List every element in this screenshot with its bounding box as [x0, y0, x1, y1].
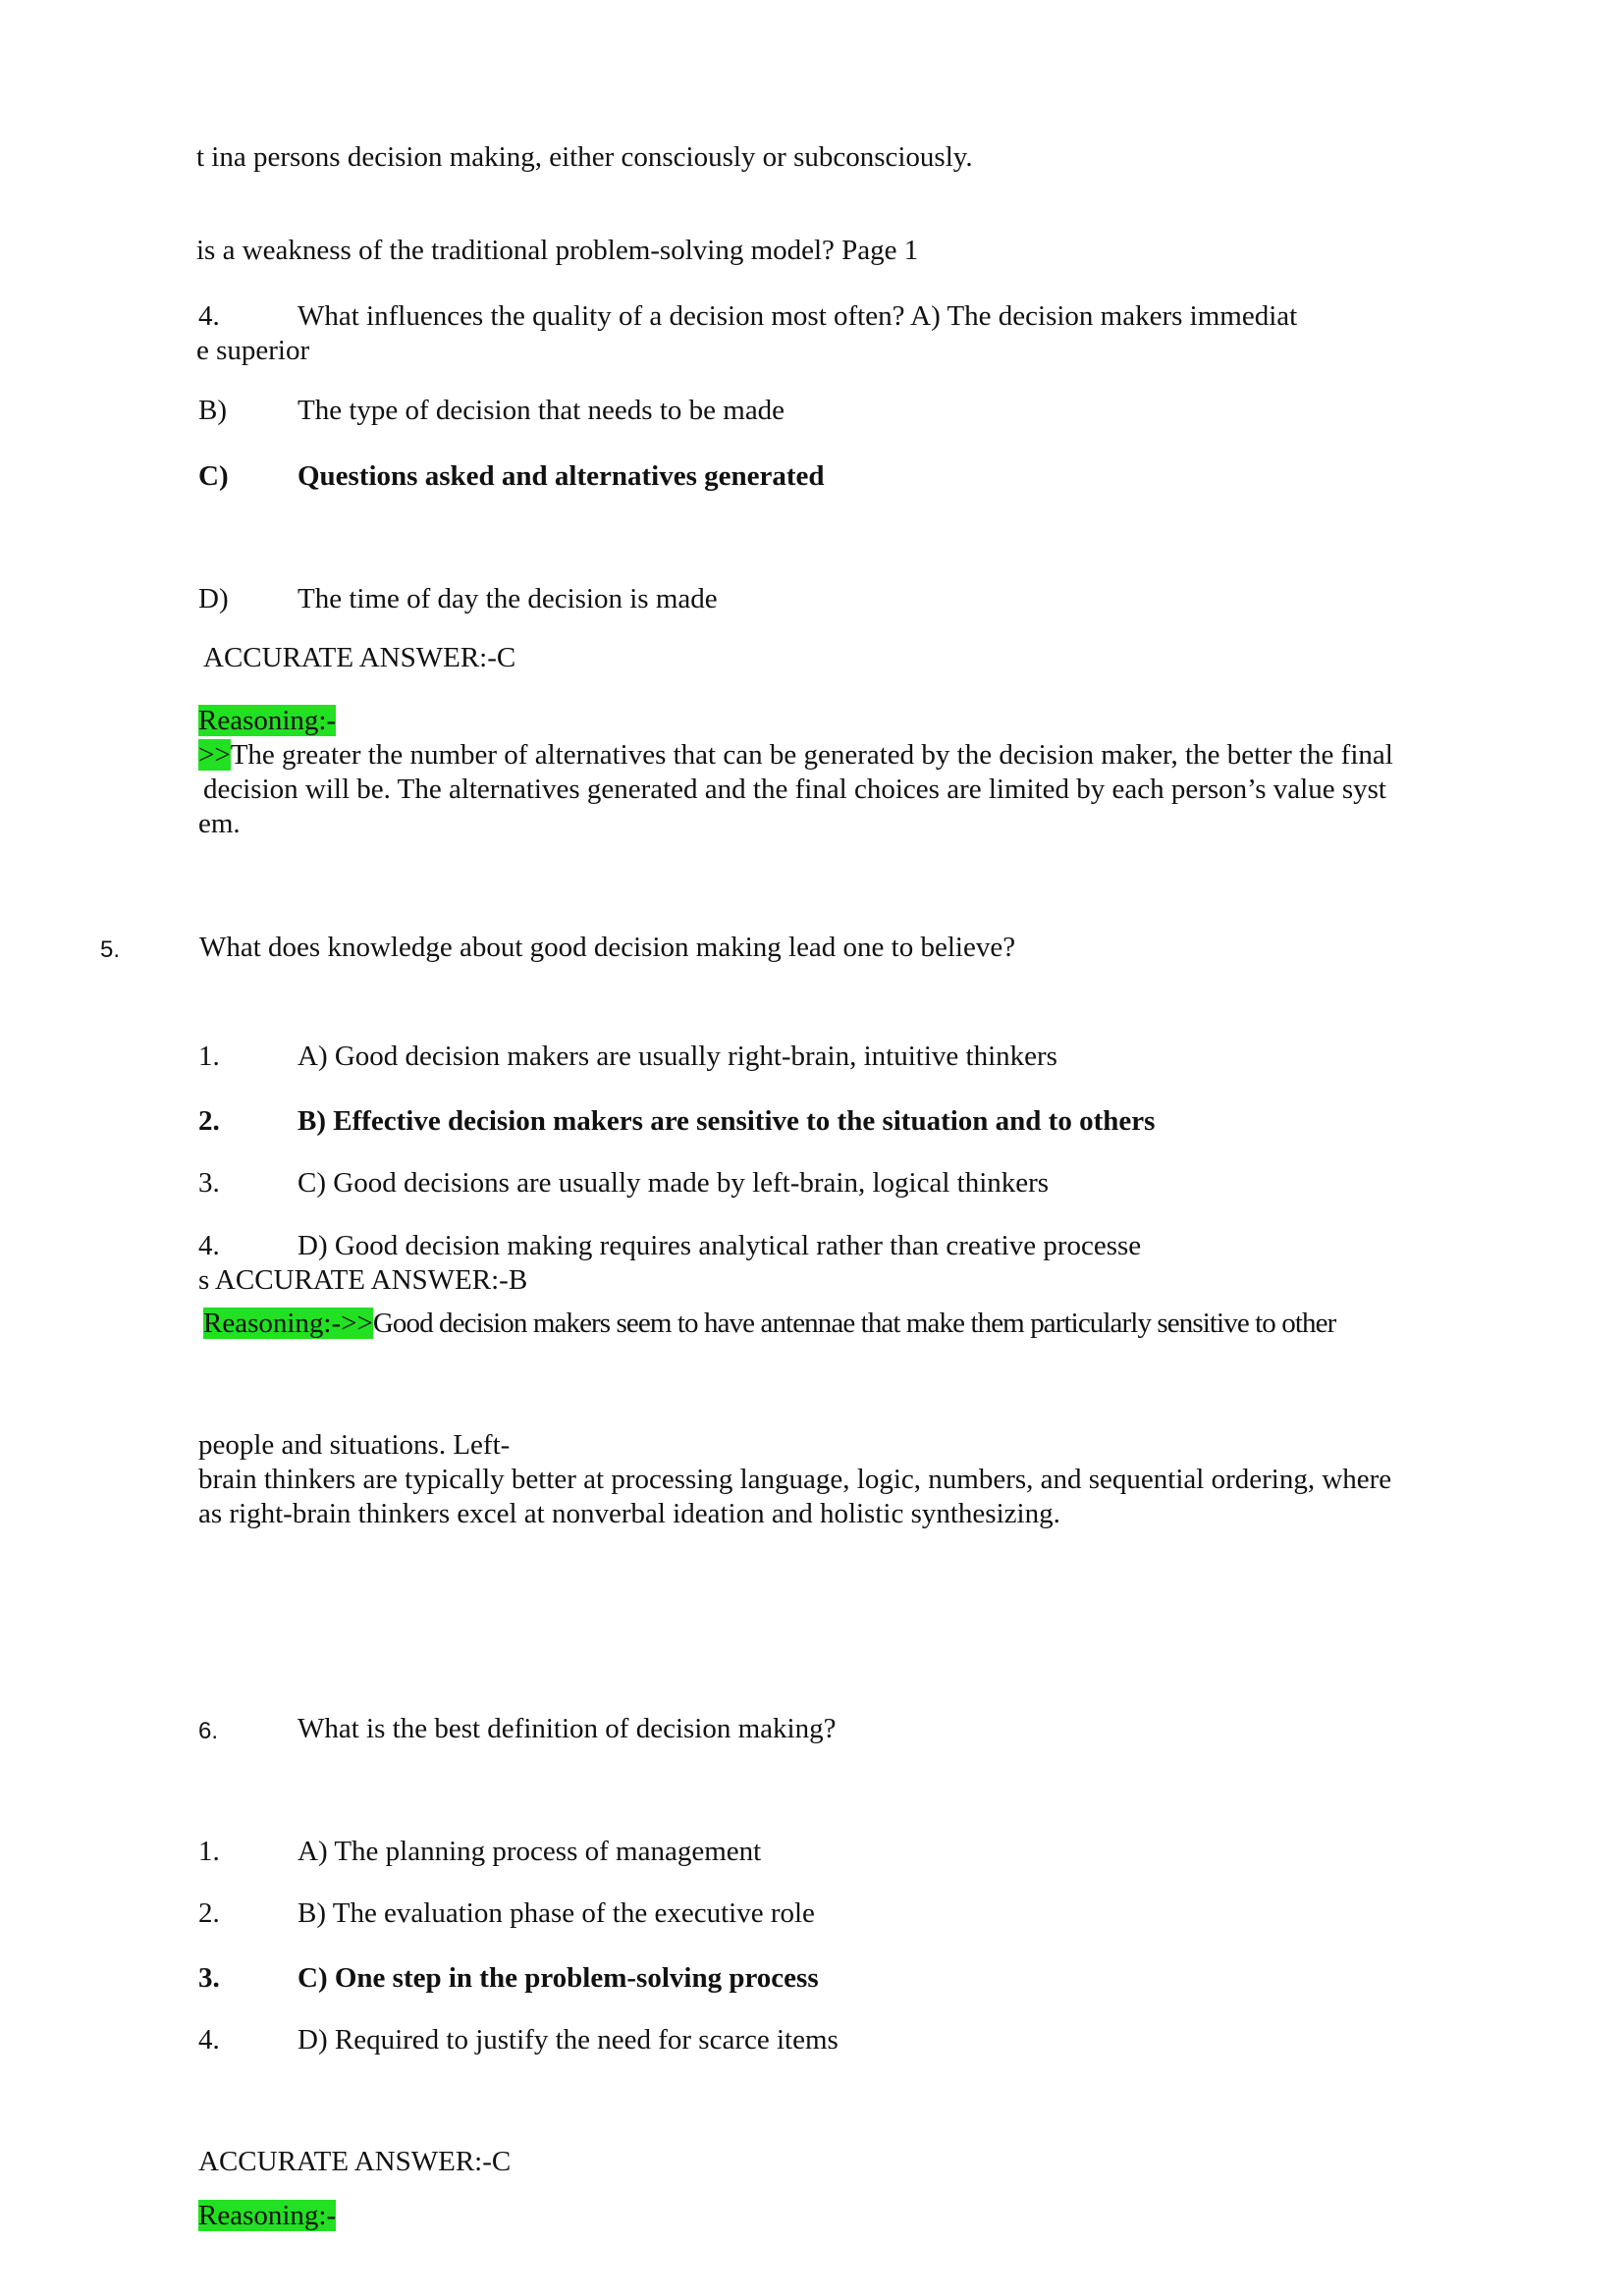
q6-option-2-num: 2. — [198, 1897, 220, 1929]
q5-reasoning-line-2: people and situations. Left- — [198, 1429, 511, 1461]
q4-option-c-letter: C) — [198, 460, 229, 492]
q5-reasoning-line-4: as right-brain thinkers excel at nonverbal ideation and holistic synthesizing. — [198, 1498, 1060, 1529]
q6-answer: ACCURATE ANSWER:-C — [198, 2146, 512, 2177]
q6-option-2-text: B) The evaluation phase of the executive role — [298, 1897, 815, 1929]
q4-reasoning-label: Reasoning:- — [198, 705, 337, 736]
q4-option-c-text: Questions asked and alternatives generated — [298, 460, 825, 492]
q5-answer: s ACCURATE ANSWER:-B — [198, 1264, 528, 1296]
q5-reasoning-label: Reasoning:->> — [203, 1308, 373, 1339]
q5-option-2-num: 2. — [198, 1105, 220, 1137]
q5-option-3-text: C) Good decisions are usually made by left-brain, logical thinkers — [298, 1167, 1050, 1199]
q5-option-4-text: D) Good decision making requires analytical rather than creative processe — [298, 1230, 1142, 1261]
q6-option-4-text: D) Required to justify the need for scarce items — [298, 2024, 839, 2056]
q6-option-3-text: C) One step in the problem-solving process — [298, 1962, 819, 1994]
q5-option-4-num: 4. — [198, 1230, 220, 1261]
q5-option-1-num: 1. — [198, 1041, 220, 1072]
q6-reasoning-label: Reasoning:- — [198, 2200, 337, 2231]
q4-option-b-letter: B) — [198, 395, 227, 426]
q4-reasoning-line-1: The greater the number of alternatives that can be generated by the decision maker, the better the final — [230, 739, 1393, 771]
q4-question: What influences the quality of a decision most often? A) The decision makers immediat — [298, 300, 1298, 332]
q6-option-3-num: 3. — [198, 1962, 220, 1994]
q4-reasoning-line-3: em. — [198, 808, 241, 839]
q4-reasoning-line-2: decision will be. The alternatives generated and the final choices are limited by each person’s value syst — [203, 774, 1386, 805]
q5-option-3-num: 3. — [198, 1167, 220, 1199]
q4-reasoning-arrow: >> — [198, 739, 231, 771]
q6-option-4-num: 4. — [198, 2024, 220, 2056]
q4-option-d-text: The time of day the decision is made — [298, 583, 718, 614]
q5-option-1-text: A) Good decision makers are usually right-brain, intuitive thinkers — [298, 1041, 1057, 1072]
q5-option-2-text: B) Effective decision makers are sensitive to the situation and to others — [298, 1105, 1156, 1137]
q5-reasoning-line-3: brain thinkers are typically better at processing language, logic, numbers, and sequential ordering, where — [198, 1464, 1392, 1495]
q5-number: 5. — [100, 936, 121, 963]
q5-question: What does knowledge about good decision making lead one to believe? — [199, 932, 1016, 963]
q4-answer: ACCURATE ANSWER:-C — [203, 642, 516, 673]
q4-number: 4. — [198, 300, 220, 332]
q6-option-1-num: 1. — [198, 1836, 220, 1867]
q4-option-b-text: The type of decision that needs to be made — [298, 395, 785, 426]
q6-number: 6. — [198, 1718, 219, 1744]
fragment-line-2: is a weakness of the traditional problem-solving model? Page 1 — [196, 235, 919, 266]
q5-reasoning-line-1: Good decision makers seem to have antennae that make them particularly sensitive to other — [372, 1308, 1336, 1339]
fragment-line-1: t ina persons decision making, either consciously or subconsciously. — [196, 141, 973, 173]
q6-question: What is the best definition of decision making? — [298, 1713, 837, 1744]
q4-option-d-letter: D) — [198, 583, 229, 614]
q6-option-1-text: A) The planning process of management — [298, 1836, 762, 1867]
q4-question-cont: e superior — [196, 335, 310, 366]
